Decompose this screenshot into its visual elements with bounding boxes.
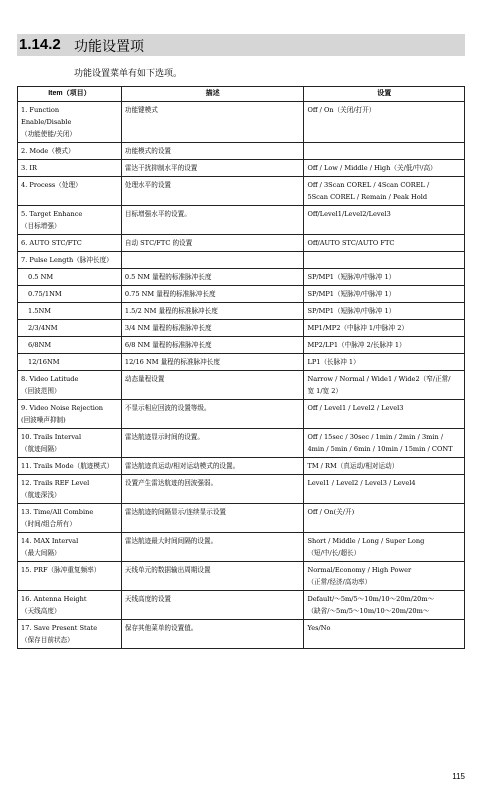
description-cell <box>121 143 304 160</box>
setting-cell <box>304 303 465 320</box>
table-row <box>18 562 465 591</box>
description-cell <box>121 337 304 354</box>
item-cell-line: 3. IR <box>21 164 37 172</box>
description-cell <box>121 177 304 206</box>
description-cell <box>121 235 304 252</box>
setting-cell <box>304 177 465 206</box>
item-cell <box>18 371 122 400</box>
item-cell <box>18 286 122 303</box>
item-cell-line: （航迹深浅） <box>21 491 61 499</box>
item-cell-line: 0.75/1NM <box>28 290 62 298</box>
setting-cell <box>304 371 465 400</box>
item-cell <box>18 320 122 337</box>
description-cell <box>121 458 304 475</box>
setting-cell-line: 5Scan COREL / Remain / Peak Hold <box>307 193 428 201</box>
setting-cell <box>304 533 465 562</box>
setting-cell-line: SP/MP1（短脉冲/中脉冲 1） <box>307 273 396 281</box>
setting-cell-line: Off / On(关/开) <box>307 508 355 516</box>
table-row <box>18 458 465 475</box>
item-cell <box>18 269 122 286</box>
table-row <box>18 504 465 533</box>
header-item: Item（项目） <box>18 87 122 102</box>
item-cell-line: 2/3/4NM <box>28 324 58 332</box>
item-cell <box>18 533 122 562</box>
item-cell <box>18 303 122 320</box>
description-cell <box>121 504 304 533</box>
description-cell-line: 处理水平的设置 <box>124 181 172 189</box>
description-cell <box>121 475 304 504</box>
setting-cell-line: Short / Middle / Long / Super Long <box>307 537 425 545</box>
description-cell <box>121 429 304 458</box>
item-cell-line: （天线高度） <box>21 607 61 615</box>
description-cell <box>121 591 304 620</box>
item-cell-line: 6/8NM <box>28 341 52 349</box>
item-cell-line: （时间/组合所有） <box>21 520 76 528</box>
table-row <box>18 320 465 337</box>
item-cell <box>18 354 122 371</box>
description-cell <box>121 562 304 591</box>
description-cell-line: 3/4 NM 量程的标准脉冲长度 <box>124 324 212 332</box>
setting-cell-line: Normal/Economy / High Power <box>307 566 412 574</box>
description-cell <box>121 269 304 286</box>
item-cell-line: 6. AUTO STC/FTC <box>21 239 82 247</box>
item-cell-line: 12/16NM <box>28 358 60 366</box>
table-row <box>18 533 465 562</box>
table-row <box>18 620 465 649</box>
item-cell-line: Enable/Disable <box>21 118 72 126</box>
item-cell-line: （最大间隔） <box>21 549 61 557</box>
setting-cell <box>304 160 465 177</box>
item-cell <box>18 160 122 177</box>
description-cell-line: 0.75 NM 量程的标准脉冲长度 <box>124 290 216 298</box>
page-number: 115 <box>452 772 465 781</box>
setting-cell <box>304 102 465 143</box>
setting-cell <box>304 591 465 620</box>
item-cell-line: 7. Pulse Length（脉冲长度） <box>21 256 113 264</box>
item-cell-line: 12. Trails REF Level <box>21 479 90 487</box>
setting-cell-line: （短/中/长/超长） <box>307 549 361 557</box>
setting-cell-line: （缺省/～5m/5～10m/10～20m/20m～ <box>307 607 430 615</box>
setting-cell <box>304 269 465 286</box>
table-row <box>18 269 465 286</box>
setting-cell-line: Off/AUTO STC/AUTO FTC <box>307 239 395 247</box>
setting-cell-line: Off / 3Scan COREL / 4Scan COREL / <box>307 181 430 189</box>
item-cell-line: 2. Mode（模式） <box>21 147 75 155</box>
setting-cell-line: Off / Level1 / Level2 / Level3 <box>307 404 404 412</box>
table-row <box>18 206 465 235</box>
table-row <box>18 354 465 371</box>
item-cell-line: 16. Antenna Height <box>21 595 87 603</box>
setting-cell-line: LP1（长脉冲 1） <box>307 358 360 366</box>
setting-cell <box>304 504 465 533</box>
item-cell-line: （功能使能/关闭） <box>21 130 76 138</box>
item-cell-line: （回波范围） <box>21 387 61 395</box>
description-cell-line: 0.5 NM 量程的标准脉冲长度 <box>124 273 212 281</box>
table-row <box>18 286 465 303</box>
description-cell-line: 保存其他菜单的设置值。 <box>124 624 198 632</box>
table-row <box>18 371 465 400</box>
table-row <box>18 102 465 143</box>
setting-cell <box>304 252 465 269</box>
setting-cell-line: MP1/MP2（中脉冲 1/中脉冲 2） <box>307 324 408 332</box>
setting-cell <box>304 429 465 458</box>
description-cell <box>121 206 304 235</box>
item-cell <box>18 562 122 591</box>
table-row <box>18 177 465 206</box>
setting-cell-line: Off / Low / Middle / High（关/低/中/高） <box>307 164 437 172</box>
setting-cell-line: Yes/No <box>307 624 331 632</box>
item-cell <box>18 475 122 504</box>
item-cell <box>18 143 122 160</box>
item-cell-line: 15. PRF（脉冲重复频率） <box>21 566 101 574</box>
intro-text: 功能设置菜单有如下选项。 <box>74 69 183 79</box>
table-row <box>18 235 465 252</box>
setting-cell-line: Off / On（关闭/打开） <box>307 106 376 114</box>
setting-cell-line: 宽 1/宽 2） <box>307 387 343 395</box>
item-cell-line: (回波噪声抑制) <box>21 416 66 424</box>
setting-cell-line: TM / RM（真运动/相对运动） <box>307 462 399 470</box>
item-cell <box>18 591 122 620</box>
description-cell-line: 雷达航迹最大时间间隔的设置。 <box>124 537 218 545</box>
section-number: 1.14.2 <box>19 36 61 53</box>
description-cell-line: 不显示相应回波的设置等级。 <box>124 404 211 412</box>
description-cell-line: 天线高度的设置 <box>124 595 172 603</box>
description-cell-line: 自动 STC/FTC 的设置 <box>124 239 193 247</box>
item-cell-line: （保存目前状态） <box>21 636 74 644</box>
table-row <box>18 252 465 269</box>
item-cell-line: （航迹间隔） <box>21 445 61 453</box>
description-cell <box>121 102 304 143</box>
description-cell-line: 雷达干扰抑制水平的设置 <box>124 164 198 172</box>
setting-cell-line: 4min / 5min / 6min / 10min / 15min / CONT <box>307 445 453 453</box>
table-header-row <box>18 87 465 102</box>
table-row <box>18 143 465 160</box>
description-cell <box>121 354 304 371</box>
table-row <box>18 303 465 320</box>
table-body <box>18 102 465 649</box>
description-cell-line: 设置产生雷达航迹的回波强弱。 <box>124 479 218 487</box>
description-cell-line: 天线单元的数据输出周期设置 <box>124 566 211 574</box>
item-cell-line: 1. Function <box>21 106 60 114</box>
description-cell-line: 功能模式的设置 <box>124 147 172 155</box>
item-cell <box>18 252 122 269</box>
description-cell-line: 6/8 NM 量程的标准脉冲长度 <box>124 341 212 349</box>
description-cell-line: 雷达航迹显示时间的设置。 <box>124 433 204 441</box>
item-cell <box>18 235 122 252</box>
table-row <box>18 591 465 620</box>
item-cell-line: 10. Trails Interval <box>21 433 82 441</box>
description-cell-line: 雷达航迹的间隔显示/连续显示设置 <box>124 508 227 516</box>
setting-cell <box>304 235 465 252</box>
setting-cell-line: （正常/经济/高功率） <box>307 578 372 586</box>
description-cell <box>121 160 304 177</box>
setting-cell-line: Default/～5m/5～10m/10～20m/20m～ <box>307 595 435 603</box>
item-cell-line: 0.5 NM <box>28 273 54 281</box>
description-cell-line: 雷达航迹真运动/相对运动模式的设置。 <box>124 462 240 470</box>
setting-cell <box>304 286 465 303</box>
item-cell-line: （目标增强） <box>21 222 61 230</box>
setting-cell <box>304 458 465 475</box>
setting-cell-line: Off / 15sec / 30sec / 1min / 2min / 3min / <box>307 433 444 441</box>
table-row <box>18 429 465 458</box>
description-cell-line: 1.5/2 NM 量程的标准脉冲长度 <box>124 307 218 315</box>
setting-cell-line: MP2/LP1（中脉冲 2/长脉冲 1） <box>307 341 406 349</box>
setting-cell-line: Off/Level1/Level2/Level3 <box>307 210 391 218</box>
description-cell <box>121 400 304 429</box>
item-cell-line: 11. Trails Mode（航迹模式） <box>21 462 114 470</box>
setting-cell <box>304 337 465 354</box>
item-cell-line: 17. Save Present State <box>21 624 98 632</box>
item-cell-line: 4. Process（处理） <box>21 181 82 189</box>
header-description: 描述 <box>121 87 304 102</box>
description-cell <box>121 533 304 562</box>
function-settings-table <box>17 86 465 649</box>
description-cell <box>121 286 304 303</box>
setting-cell-line: Narrow / Normal / Wide1 / Wide2（窄/正常/ <box>307 375 451 383</box>
item-cell-line: 1.5NM <box>28 307 52 315</box>
table-row <box>18 160 465 177</box>
item-cell-line: 14. MAX Interval <box>21 537 79 545</box>
table-row <box>18 337 465 354</box>
setting-cell <box>304 143 465 160</box>
setting-cell-line: Level1 / Level2 / Level3 / Level4 <box>307 479 416 487</box>
setting-cell <box>304 475 465 504</box>
table-row <box>18 400 465 429</box>
setting-cell <box>304 562 465 591</box>
setting-cell <box>304 320 465 337</box>
item-cell <box>18 620 122 649</box>
table-row <box>18 475 465 504</box>
header-setting: 设置 <box>304 87 465 102</box>
section-title: 功能设置项 <box>74 39 144 55</box>
description-cell <box>121 252 304 269</box>
item-cell-line: 5. Target Enhance <box>21 210 83 218</box>
item-cell <box>18 458 122 475</box>
setting-cell <box>304 620 465 649</box>
description-cell <box>121 371 304 400</box>
item-cell <box>18 504 122 533</box>
description-cell <box>121 620 304 649</box>
setting-cell-line: SP/MP1（短脉冲/中脉冲 1） <box>307 307 396 315</box>
item-cell <box>18 400 122 429</box>
item-cell <box>18 429 122 458</box>
description-cell <box>121 303 304 320</box>
item-cell-line: 9. Video Noise Rejection <box>21 404 104 412</box>
description-cell-line: 功能键模式 <box>124 106 158 114</box>
item-cell-line: 8. Video Latitude <box>21 375 79 383</box>
item-cell-line: 13. Time/All Combine <box>21 508 94 516</box>
item-cell <box>18 102 122 143</box>
description-cell-line: 目标增强水平的设置。 <box>124 210 191 218</box>
setting-cell-line: SP/MP1（短脉冲/中脉冲 1） <box>307 290 396 298</box>
item-cell <box>18 177 122 206</box>
setting-cell <box>304 206 465 235</box>
description-cell-line: 12/16 NM 量程的标准脉冲长度 <box>124 358 220 366</box>
item-cell <box>18 206 122 235</box>
setting-cell <box>304 400 465 429</box>
description-cell-line: 动态量程设置 <box>124 375 165 383</box>
setting-cell <box>304 354 465 371</box>
description-cell <box>121 320 304 337</box>
item-cell <box>18 337 122 354</box>
